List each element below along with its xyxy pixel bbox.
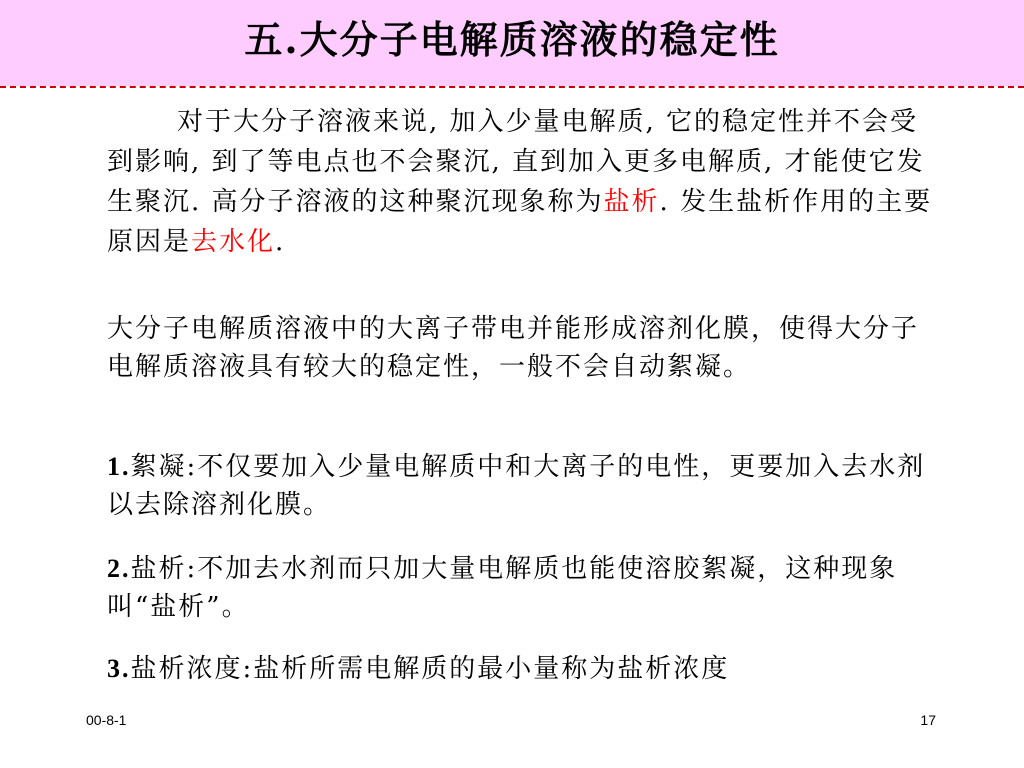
intro-text-1: 对于大分子溶液来说, 加入少量电解质, 它的稳定性并不会受到影响, 到了等电点也不会聚沉, 直到加入更多电解质, 才能使它发生聚沉. 高分子溶液的这种聚沉现象称为 bbox=[107, 107, 925, 217]
highlight-dehydration: 去水化 bbox=[191, 227, 276, 257]
footer-date: 00-8-1 bbox=[86, 712, 127, 728]
list-item-flocculation bbox=[107, 448, 937, 524]
item-label: 盐析浓度: bbox=[130, 654, 254, 684]
item-number: 1. bbox=[107, 452, 131, 481]
item-text: 不加去水剂而只加大量电解质也能使溶胶絮凝，这种现象叫“盐析”。 bbox=[107, 554, 898, 622]
item-number: 3. bbox=[107, 654, 131, 683]
list-item-salting-out bbox=[107, 550, 937, 626]
item-label: 盐析: bbox=[130, 554, 198, 584]
slide-title: 五.大分子电解质溶液的稳定性 bbox=[244, 17, 780, 62]
title-bar bbox=[0, 0, 1024, 86]
stability-paragraph: 大分子电解质溶液中的大离子带电并能形成溶剂化膜，使得大分子电解质溶液具有较大的稳定性，一般不会自动絮凝。 bbox=[107, 314, 920, 382]
footer-page-number: 17 bbox=[920, 712, 936, 728]
intro-text-3: . bbox=[275, 227, 286, 257]
item-number: 2. bbox=[107, 554, 131, 583]
highlight-salting-out: 盐析 bbox=[603, 187, 660, 217]
title-divider bbox=[0, 86, 1024, 88]
item-text: 不仅要加入少量电解质中和大离子的电性，更要加入去水剂以去除溶剂化膜。 bbox=[107, 452, 926, 520]
intro-paragraph bbox=[107, 102, 937, 262]
list-item-salting-concentration bbox=[107, 650, 937, 688]
item-label: 絮凝: bbox=[130, 452, 198, 482]
item-text: 盐析所需电解质的最小量称为盐析浓度 bbox=[253, 654, 730, 684]
intro-text-2: . 发生盐析作用的主要原因是 bbox=[107, 187, 933, 257]
